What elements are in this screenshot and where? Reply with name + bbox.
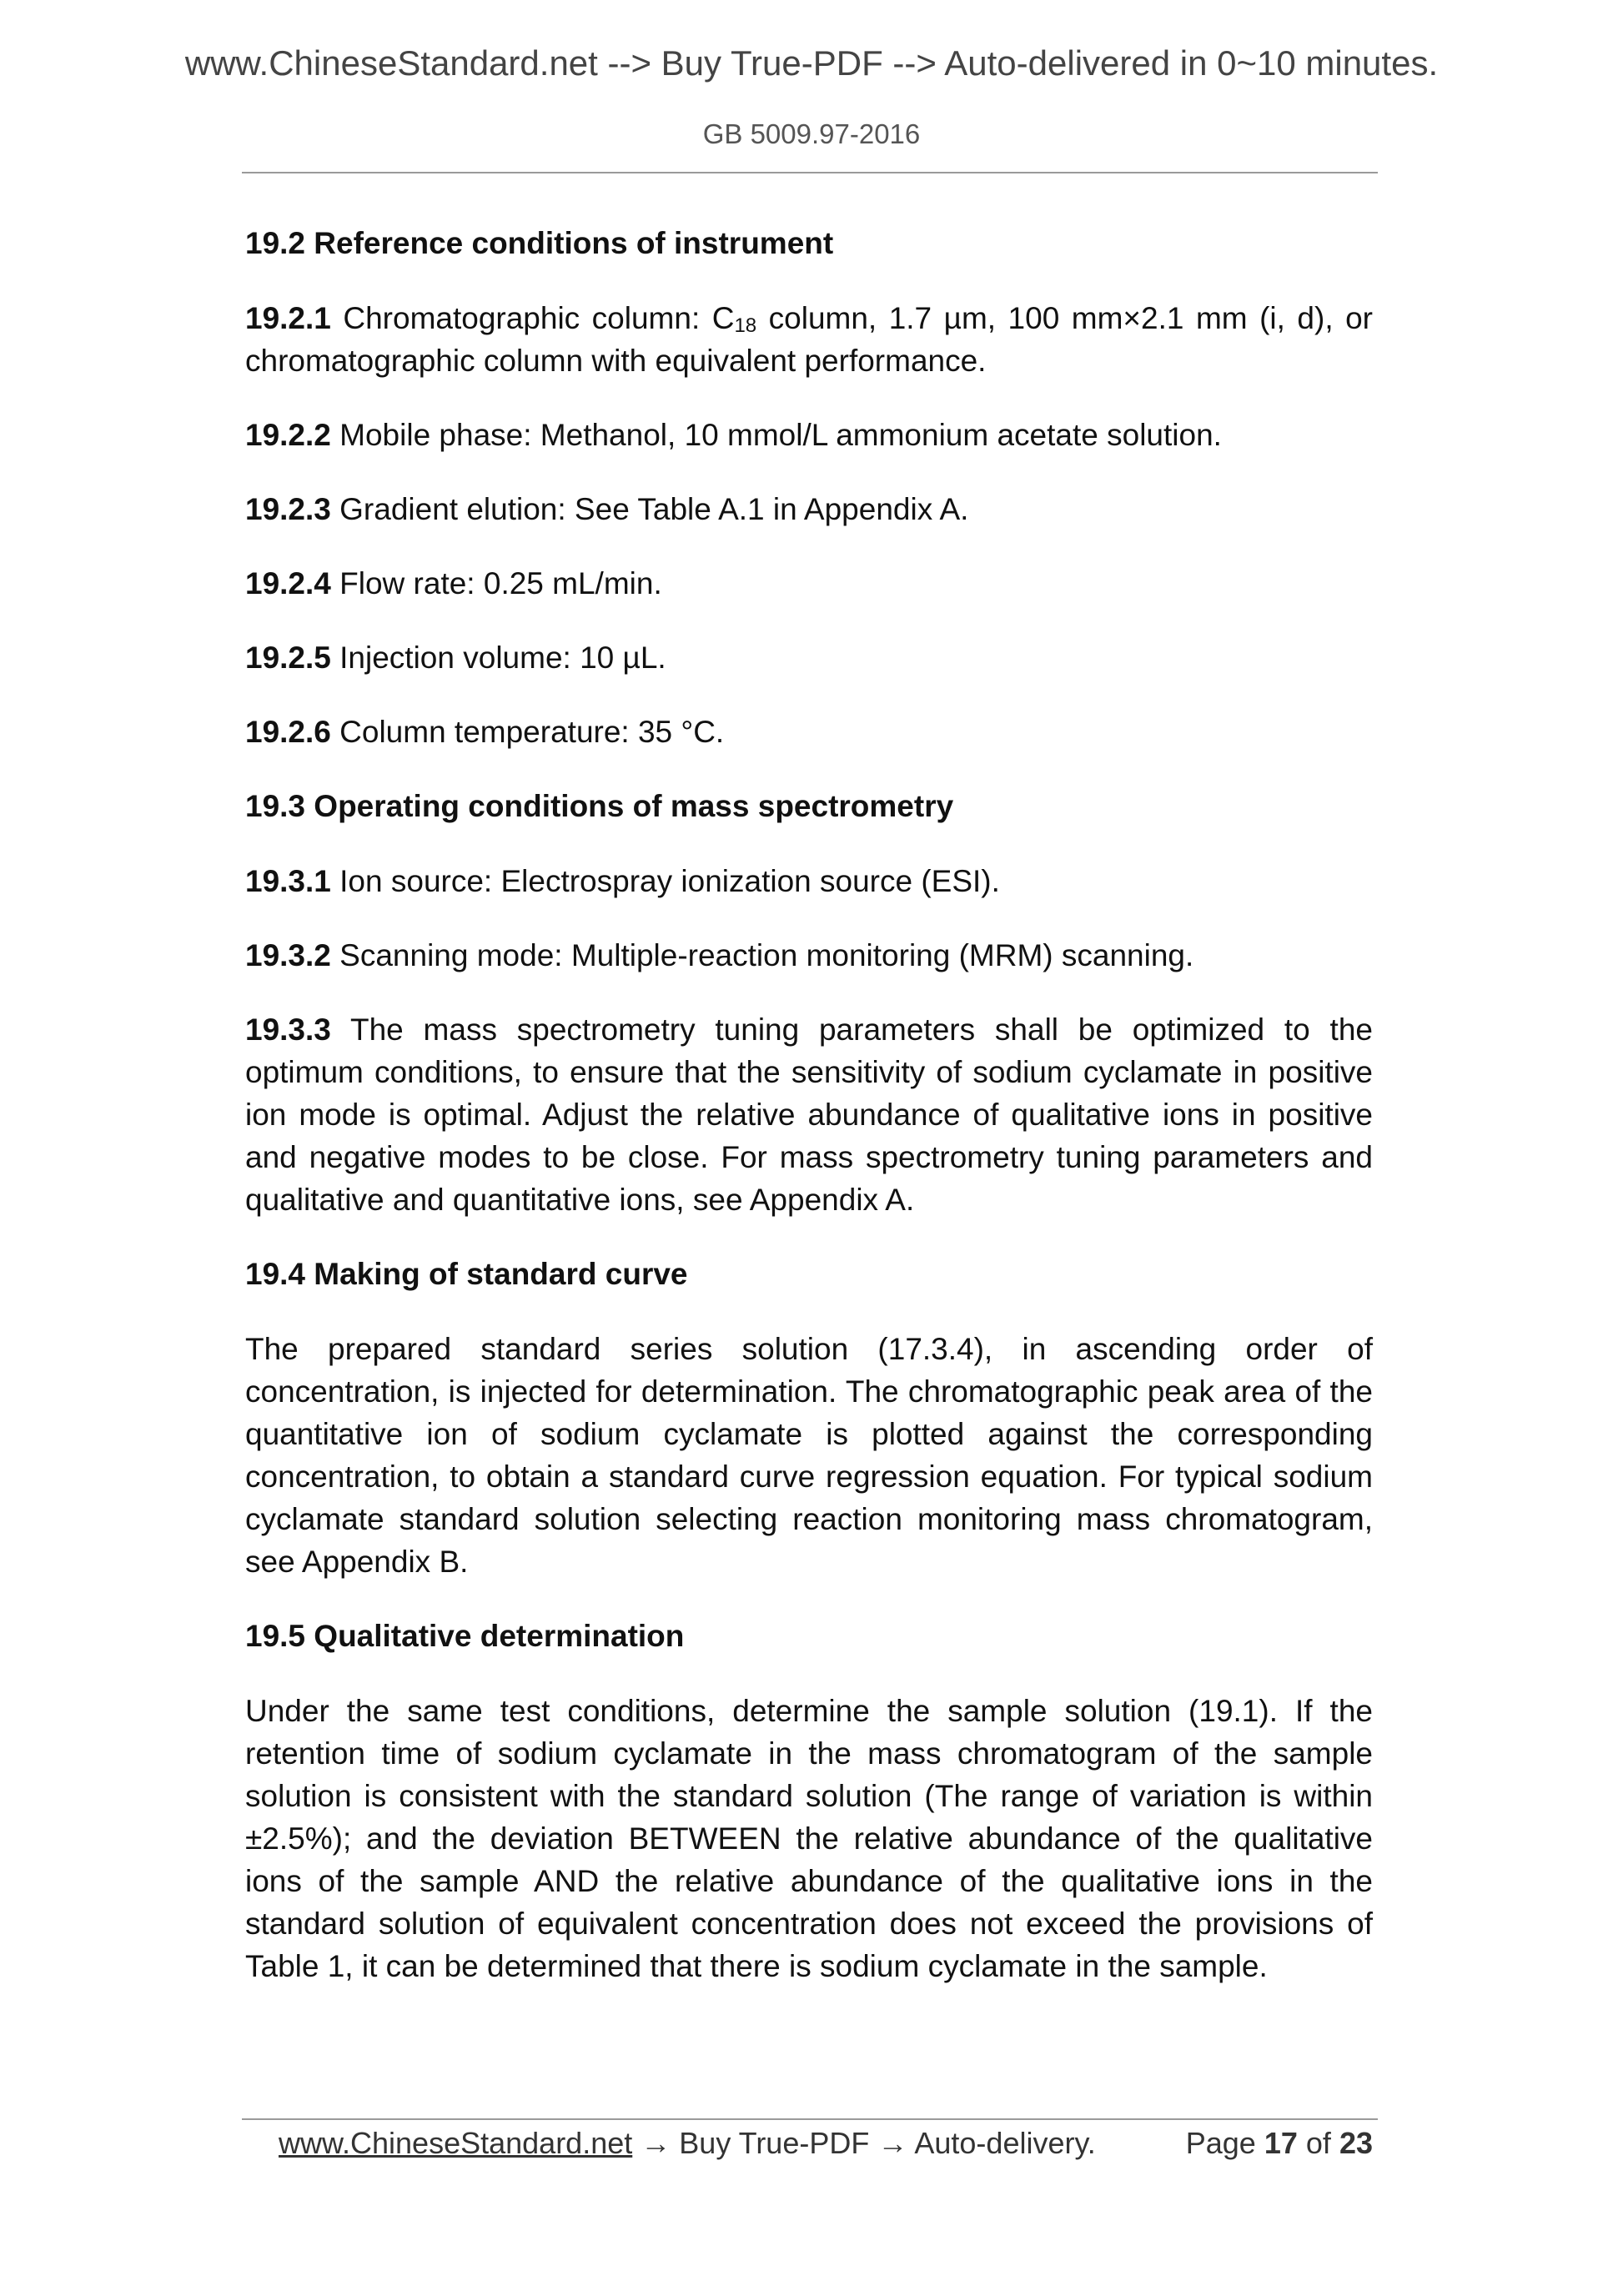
page-indicator bbox=[1186, 2126, 1373, 2161]
page-label: Page bbox=[1185, 2126, 1256, 2160]
clause-number: 19.2.4 bbox=[245, 566, 331, 600]
clause-text: Gradient elution: See Table A.1 in Appendix A. bbox=[330, 492, 969, 526]
paragraph-19-2-1 bbox=[245, 297, 1373, 382]
clause-text: Flow rate: 0.25 mL/min. bbox=[330, 566, 662, 600]
page-number: 17 bbox=[1264, 2126, 1298, 2160]
clause-text: Column temperature: 35 °C. bbox=[330, 715, 725, 749]
clause-text: Chromatographic column: C bbox=[330, 301, 735, 335]
paragraph-19-5: Under the same test conditions, determine the sample solution (19.1). If the retention time of sodium cyclamate in the mass chromatogram of the sample solution is consistent with the standard solution (The range of variation is within ±2.5%); and the deviation BETWEEN the relative abundance of the qualitative ions of the sample AND the relative abundance of the qualitative ions in the standard solution of equivalent concentration does not exceed the provisions of Table 1, it can be determined that there is sodium cyclamate in the sample. bbox=[245, 1694, 1373, 1983]
footer-divider bbox=[242, 2118, 1378, 2120]
clause-number: 19.3.2 bbox=[245, 938, 331, 972]
site-link[interactable]: www.ChineseStandard.net bbox=[279, 2126, 633, 2160]
paragraph-19-3-3 bbox=[245, 1008, 1373, 1221]
clause-text: Scanning mode: Multiple-reaction monitoring (MRM) scanning. bbox=[330, 938, 1194, 972]
clause-text: The mass spectrometry tuning parameters shall be optimized to the optimum conditions, to ensure that the sensitivity of sodium cyclamate in positive ion mode is optimal. Adjust the relative abundance of qualitative ions in positive and negative modes to be close. For mass spectrometry tuning parameters and qualitative and quantitative ions, see Appendix A. bbox=[245, 1012, 1373, 1217]
clause-text: Ion source: Electrospray ionization source (ESI). bbox=[330, 864, 1000, 898]
section-heading-19-4: 19.4 Making of standard curve bbox=[245, 1257, 688, 1291]
clause-number: 19.2.2 bbox=[245, 418, 331, 452]
arrow-icon: → bbox=[641, 2126, 671, 2160]
paragraph-19-2-6 bbox=[245, 711, 1373, 753]
page-footer bbox=[279, 2126, 1373, 2161]
section-heading-19-3: 19.3 Operating conditions of mass spectrometry bbox=[245, 789, 954, 823]
site-banner: www.ChineseStandard.net --> Buy True-PDF --> Auto-delivered in 0~10 minutes. bbox=[184, 43, 1439, 83]
header-divider bbox=[242, 172, 1378, 173]
arrow-icon: → bbox=[877, 2126, 908, 2160]
clause-number: 19.3.3 bbox=[245, 1012, 331, 1047]
clause-text: Injection volume: 10 µL. bbox=[330, 641, 666, 675]
footer-buy-text: Buy True-PDF bbox=[679, 2126, 870, 2160]
section-heading-19-5: 19.5 Qualitative determination bbox=[245, 1619, 685, 1653]
clause-text: column, 1.7 µm, 100 mm×2.1 mm (i, d), or chromatographic column with equivalent performance. bbox=[245, 301, 1373, 378]
document-code: GB 5009.97-2016 bbox=[702, 118, 921, 149]
paragraph-19-3-2 bbox=[245, 934, 1373, 977]
clause-number: 19.2.6 bbox=[245, 715, 331, 749]
section-heading-19-2: 19.2 Reference conditions of instrument bbox=[245, 226, 834, 260]
subscript-text: 18 bbox=[734, 314, 757, 337]
paragraph-19-2-3 bbox=[245, 488, 1373, 530]
page-total: 23 bbox=[1339, 2126, 1373, 2160]
paragraph-19-2-2 bbox=[245, 414, 1373, 456]
clause-number: 19.3.1 bbox=[245, 864, 331, 898]
paragraph-19-2-4 bbox=[245, 562, 1373, 605]
paragraph-19-3-1 bbox=[245, 860, 1373, 902]
document-body bbox=[245, 222, 1373, 2019]
clause-number: 19.2.1 bbox=[245, 301, 331, 335]
clause-number: 19.2.5 bbox=[245, 641, 331, 675]
clause-number: 19.2.3 bbox=[245, 492, 331, 526]
paragraph-19-4: The prepared standard series solution (17.3.4), in ascending order of concentration, is injected for determination. The chromatographic peak area of the quantitative ion of sodium cyclamate is plotted against the corresponding concentration, to obtain a standard curve regression equation. For typical sodium cyclamate standard solution selecting reaction monitoring mass chromatogram, see Appendix B. bbox=[245, 1332, 1373, 1579]
clause-text: Mobile phase: Methanol, 10 mmol/L ammonium acetate solution. bbox=[330, 418, 1222, 452]
of-label: of bbox=[1305, 2126, 1331, 2160]
paragraph-19-2-5 bbox=[245, 636, 1373, 679]
footer-delivery-text: Auto-delivery. bbox=[914, 2126, 1096, 2160]
